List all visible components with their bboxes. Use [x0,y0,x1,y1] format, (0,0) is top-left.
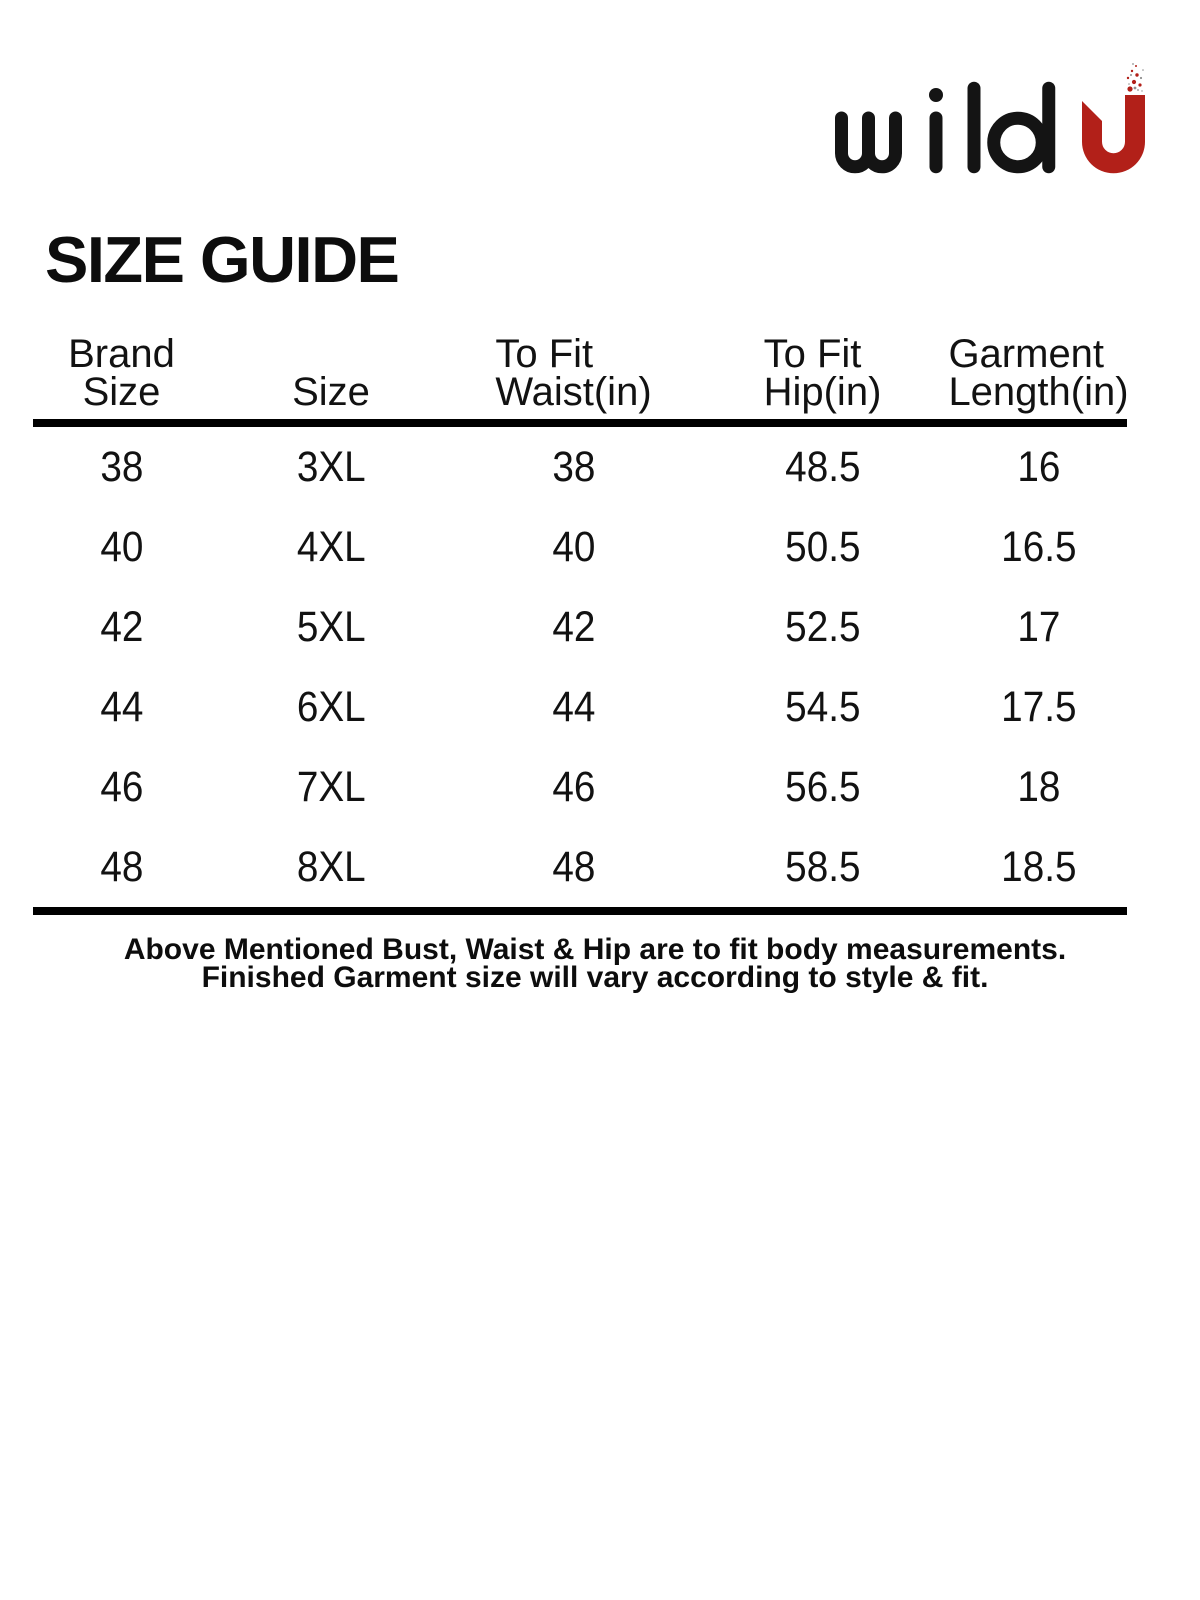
table-cell: 18 [1016,762,1061,811]
table-row [33,827,1127,907]
table-cell: 58.5 [784,842,861,891]
table-cell: 8XL [296,842,366,891]
table-top-rule [33,419,1127,427]
table-cell: 38 [551,442,596,491]
table-bottom-rule [33,907,1127,915]
table-cell: 5XL [296,602,366,651]
column-header-size [210,370,452,419]
table-row [33,587,1127,667]
header-line: Length(in) [948,370,1129,414]
table-header-row [33,333,1127,419]
table-row [33,667,1127,747]
size-table [33,333,1127,915]
table-cell: 18.5 [1000,842,1077,891]
letter-w [842,118,896,167]
brand-u-icon [1082,95,1145,173]
header-line: Garment [948,332,1105,376]
table-cell: 48 [99,842,144,891]
table-cell: 38 [99,442,144,491]
header-line: Waist(in) [495,370,652,414]
footnote-line: Finished Garment size will vary according to style & fit. [201,960,989,994]
table-cell: 16.5 [1000,522,1077,571]
table-cell: 3XL [296,442,366,491]
table-row [33,427,1127,507]
table-cell: 40 [99,522,144,571]
table-row [33,747,1127,827]
header-line: Brand [68,332,175,376]
column-header-to-fit-waist [452,332,695,419]
logo-wordmark [842,88,1049,167]
table-cell: 48 [551,842,596,891]
table-cell: 52.5 [784,602,861,651]
letter-i-dot [929,88,943,102]
table-cell: 54.5 [784,682,861,731]
table-cell: 56.5 [784,762,861,811]
table-cell: 44 [551,682,596,731]
splatter-texture [1127,63,1144,92]
table-cell: 44 [99,682,144,731]
column-header-garment-length [948,332,1129,419]
table-body [33,427,1127,907]
letter-d-bowl [994,118,1043,167]
table-cell: 42 [99,602,144,651]
table-cell: 17 [1016,602,1061,651]
table-cell: 6XL [296,682,366,731]
column-header-brand-size [33,332,210,419]
header-line: To Fit [495,332,594,376]
table-cell: 42 [551,602,596,651]
wildu-logo [825,63,1155,183]
table-cell: 50.5 [784,522,861,571]
header-line: Size [82,370,161,414]
table-cell: 40 [551,522,596,571]
table-cell: 4XL [296,522,366,571]
table-cell: 16 [1016,442,1061,491]
table-cell: 46 [551,762,596,811]
header-line: To Fit [763,332,862,376]
header-line: Size [292,370,370,414]
table-row [33,507,1127,587]
header-line: Hip(in) [763,370,882,414]
table-cell: 17.5 [1000,682,1077,731]
footnote-line: Above Mentioned Bust, Waist & Hip are to fit body measurements. [123,933,1067,966]
footnote [33,933,1127,994]
page-title: SIZE GUIDE [45,223,399,296]
column-header-to-fit-hip [695,332,950,419]
table-cell: 46 [99,762,144,811]
table-cell: 7XL [296,762,366,811]
table-cell: 48.5 [784,442,861,491]
